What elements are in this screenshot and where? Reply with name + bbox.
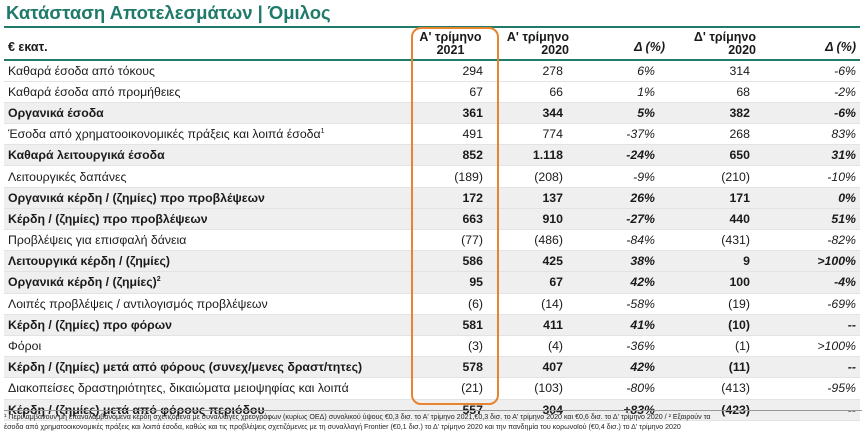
cell-q4-2020 — [669, 335, 764, 356]
cell-q1-2020-text: (208) — [534, 169, 563, 184]
row-label — [4, 251, 404, 272]
cell-q1-2021 — [404, 251, 497, 272]
header-delta-yoy: Δ (%) — [577, 28, 669, 60]
cell-q1-2020-text: 774 — [542, 127, 563, 142]
cell-q1-2021-text: 852 — [462, 148, 483, 163]
cell-delta-yoy — [577, 60, 669, 81]
cell-q1-2020 — [497, 357, 577, 378]
row-label-text: Λειτουργικά κέρδη / (ζημίες) — [8, 254, 171, 269]
cell-q4-2020 — [669, 81, 764, 102]
row-label-text: Κέρδη / (ζημίες) προ φόρων — [8, 317, 173, 332]
cell-q1-2020 — [497, 293, 577, 314]
header-delta-qoq: Δ (%) — [764, 28, 860, 60]
cell-delta-yoy — [577, 187, 669, 208]
cell-delta-yoy — [577, 208, 669, 229]
cell-q1-2020-text: 278 — [542, 63, 563, 78]
cell-q1-2020 — [497, 81, 577, 102]
cell-q4-2020-text: 100 — [729, 275, 750, 290]
cell-q1-2021-text: 67 — [469, 84, 483, 99]
cell-delta-yoy-text: -37% — [626, 127, 655, 142]
cell-q4-2020 — [669, 60, 764, 81]
cell-q1-2020-text: (14) — [541, 296, 563, 311]
cell-delta-yoy — [577, 102, 669, 123]
cell-q1-2021 — [404, 124, 497, 145]
cell-q4-2020 — [669, 251, 764, 272]
cell-q4-2020-text: (11) — [728, 360, 750, 375]
cell-q1-2020-text: 425 — [542, 254, 563, 269]
cell-delta-qoq — [764, 357, 860, 378]
cell-q1-2021 — [404, 357, 497, 378]
cell-q1-2020-text: 344 — [542, 105, 563, 120]
cell-delta-qoq — [764, 314, 860, 335]
cell-delta-qoq-text: -- — [847, 402, 856, 417]
row-label — [4, 124, 404, 145]
cell-delta-qoq-text: 0% — [838, 190, 856, 205]
row-label-text: Λειτουργικές δαπάνες — [8, 169, 127, 184]
cell-delta-yoy — [577, 124, 669, 145]
table-body — [4, 60, 860, 420]
cell-delta-yoy-text: -27% — [626, 211, 655, 226]
cell-q1-2021-text: 586 — [462, 254, 483, 269]
cell-q1-2021 — [404, 60, 497, 81]
cell-q1-2021-text: 557 — [462, 402, 483, 417]
cell-delta-qoq-text: -69% — [827, 296, 856, 311]
cell-delta-yoy — [577, 314, 669, 335]
cell-q1-2021 — [404, 378, 497, 399]
cell-delta-qoq — [764, 251, 860, 272]
cell-q1-2021-text: (3) — [467, 339, 483, 354]
row-label — [4, 378, 404, 399]
cell-delta-yoy-text: +83% — [623, 402, 655, 417]
cell-delta-qoq-text: -6% — [834, 105, 856, 120]
cell-delta-yoy-text: -36% — [626, 339, 655, 354]
cell-q4-2020-text: 382 — [729, 105, 750, 120]
cell-q1-2021-text: 172 — [462, 190, 483, 205]
cell-q1-2021-text: (6) — [467, 296, 483, 311]
row-label-text: Καθαρά λειτουργικά έσοδα — [8, 148, 165, 163]
cell-q1-2020 — [497, 208, 577, 229]
table-row — [4, 124, 860, 145]
row-label — [4, 357, 404, 378]
cell-delta-yoy — [577, 378, 669, 399]
table-row — [4, 208, 860, 229]
table-row — [4, 272, 860, 293]
row-label-text: Οργανικά έσοδα — [8, 105, 104, 120]
cell-delta-qoq — [764, 145, 860, 166]
table-row — [4, 251, 860, 272]
cell-delta-yoy-text: 38% — [630, 254, 655, 269]
cell-delta-yoy — [577, 145, 669, 166]
cell-q4-2020 — [669, 208, 764, 229]
cell-q1-2021 — [404, 187, 497, 208]
table-row — [4, 230, 860, 251]
cell-delta-yoy — [577, 293, 669, 314]
cell-q4-2020-text: 171 — [729, 190, 750, 205]
cell-delta-yoy — [577, 81, 669, 102]
cell-delta-yoy-text: 26% — [630, 190, 655, 205]
row-label — [4, 314, 404, 335]
cell-q1-2020 — [497, 124, 577, 145]
row-label-text: Φόροι — [8, 339, 42, 354]
cell-q1-2020-text: 1.118 — [532, 148, 563, 163]
table-row — [4, 60, 860, 81]
cell-delta-qoq-text: >100% — [817, 339, 856, 354]
row-label-text: Έσοδα από χρηματοοικονομικές πράξεις και λοιπά έσοδα — [8, 127, 321, 142]
cell-q1-2020 — [497, 230, 577, 251]
header-currency-label: € εκατ. — [4, 28, 404, 60]
cell-q1-2021-text: 581 — [462, 317, 483, 332]
cell-delta-yoy-text: -58% — [626, 296, 655, 311]
cell-q1-2021-text: (189) — [454, 169, 483, 184]
cell-delta-yoy-text: 41% — [630, 317, 655, 332]
row-label-text: Διακοπείσες δραστηριότητες, δικαιώματα μειοψηφίας και λοιπά — [8, 381, 349, 396]
cell-delta-yoy-text: -80% — [626, 381, 655, 396]
cell-q1-2020-text: 304 — [542, 402, 563, 417]
cell-delta-yoy-text: 5% — [637, 105, 655, 120]
cell-q1-2021 — [404, 335, 497, 356]
page-title: Κατάσταση Αποτελεσμάτων | Όμιλος — [6, 2, 331, 23]
cell-q4-2020-text: 68 — [736, 84, 750, 99]
table-header-row — [4, 28, 860, 60]
row-label — [4, 102, 404, 123]
cell-q1-2020 — [497, 102, 577, 123]
cell-delta-yoy-text: 6% — [637, 63, 655, 78]
cell-delta-yoy-text: -24% — [626, 148, 655, 163]
table-row — [4, 357, 860, 378]
table-row — [4, 293, 860, 314]
row-label — [4, 81, 404, 102]
table-row — [4, 81, 860, 102]
cell-delta-qoq — [764, 187, 860, 208]
table-row — [4, 102, 860, 123]
income-statement-table — [4, 28, 860, 421]
cell-q4-2020 — [669, 272, 764, 293]
cell-q4-2020-text: 9 — [743, 254, 750, 269]
cell-delta-yoy-text: -84% — [626, 233, 655, 248]
footnote — [4, 410, 862, 434]
cell-q1-2020-text: 411 — [543, 317, 563, 332]
cell-delta-qoq — [764, 124, 860, 145]
cell-delta-qoq — [764, 272, 860, 293]
cell-delta-qoq-text: -6% — [834, 63, 856, 78]
header-q1-2020: Α' τρίμηνο 2020 — [497, 28, 577, 60]
cell-q1-2021-text: 361 — [462, 105, 483, 120]
cell-delta-qoq-text: -- — [847, 360, 856, 375]
cell-q4-2020 — [669, 357, 764, 378]
cell-q1-2020-text: 137 — [542, 190, 563, 205]
cell-q1-2021 — [404, 145, 497, 166]
table-row — [4, 314, 860, 335]
cell-q4-2020-text: (423) — [721, 402, 750, 417]
table-row — [4, 335, 860, 356]
row-label — [4, 230, 404, 251]
cell-q1-2020 — [497, 145, 577, 166]
cell-q4-2020 — [669, 314, 764, 335]
cell-q4-2020-text: 314 — [729, 63, 750, 78]
cell-q1-2020-text: 910 — [542, 211, 563, 226]
cell-delta-qoq-text: -10% — [827, 169, 856, 184]
cell-delta-yoy — [577, 357, 669, 378]
cell-q4-2020 — [669, 293, 764, 314]
cell-delta-qoq — [764, 102, 860, 123]
cell-q1-2021-text: 663 — [462, 211, 483, 226]
cell-q1-2021-text: 578 — [462, 360, 483, 375]
cell-delta-qoq-text: -2% — [834, 84, 856, 99]
footnote-line: ¹ Περιλαμβάνουν μη επαναλαμβανόμενα κέρδη σχετιζόμενα με συναλλαγές χρεογράφων (κυρίως ΟΕΔ) συνολικού ύψους €0,3 δισ. το Α' τρίμηνο 2021,€0,3 δισ. το Α' τρίμηνο 2020 και €0,6 δισ. το Δ' τρίμηνο 2020 / ² Εξαιρούν τα — [4, 413, 711, 421]
cell-q1-2020-text: (103) — [534, 381, 563, 396]
row-label-text: Οργανικά κέρδη / (ζημίες) προ προβλέψεων — [8, 190, 265, 205]
cell-q1-2021 — [404, 293, 497, 314]
row-label — [4, 208, 404, 229]
cell-q1-2021 — [404, 166, 497, 187]
footnote-marker: 2 — [156, 276, 161, 284]
row-label — [4, 272, 404, 293]
cell-q4-2020 — [669, 102, 764, 123]
cell-q1-2020 — [497, 335, 577, 356]
cell-q1-2021 — [404, 314, 497, 335]
table-row — [4, 187, 860, 208]
row-label-text: Λοιπές προβλέψεις / αντιλογισμός προβλέψεων — [8, 296, 268, 311]
cell-q4-2020 — [669, 230, 764, 251]
cell-delta-yoy — [577, 166, 669, 187]
cell-q4-2020-text: (413) — [721, 381, 750, 396]
cell-q1-2021-text: 95 — [469, 275, 483, 290]
cell-q4-2020-text: (210) — [721, 169, 750, 184]
cell-q4-2020-text: (1) — [734, 339, 750, 354]
cell-q1-2020 — [497, 251, 577, 272]
cell-delta-qoq-text: -95% — [827, 381, 856, 396]
footnote-marker: 1 — [320, 128, 325, 136]
cell-q1-2021-text: 491 — [462, 127, 483, 142]
row-label — [4, 335, 404, 356]
cell-delta-yoy — [577, 230, 669, 251]
cell-delta-yoy-text: 42% — [630, 275, 655, 290]
cell-delta-qoq — [764, 230, 860, 251]
cell-q1-2020 — [497, 166, 577, 187]
row-label-text: Προβλέψεις για επισφαλή δάνεια — [8, 233, 187, 248]
cell-delta-yoy-text: -9% — [633, 169, 655, 184]
table-row — [4, 166, 860, 187]
cell-q1-2021-text: (21) — [461, 381, 483, 396]
row-label-text: Κέρδη / (ζημίες) μετά από φόρους περιόδου — [8, 402, 265, 417]
cell-delta-qoq — [764, 60, 860, 81]
table-row — [4, 145, 860, 166]
cell-q4-2020 — [669, 166, 764, 187]
cell-q4-2020-text: 650 — [729, 148, 750, 163]
cell-q1-2020-text: (4) — [547, 339, 563, 354]
cell-delta-qoq-text: >100% — [817, 254, 856, 269]
row-label — [4, 145, 404, 166]
cell-q4-2020-text: (431) — [721, 233, 750, 248]
cell-delta-yoy — [577, 335, 669, 356]
cell-q1-2021 — [404, 102, 497, 123]
cell-q1-2020 — [497, 60, 577, 81]
row-label-text: Κέρδη / (ζημίες) μετά από φόρους (συνεχ/μενες δραστ/τητες) — [8, 360, 363, 375]
cell-delta-yoy-text: 42% — [630, 360, 655, 375]
cell-q1-2020-text: 66 — [549, 84, 563, 99]
cell-delta-qoq — [764, 208, 860, 229]
cell-q4-2020-text: (19) — [728, 296, 750, 311]
header-q1-2021: Α' τρίμηνο 2021 — [404, 28, 497, 60]
cell-q4-2020 — [669, 145, 764, 166]
cell-delta-qoq — [764, 166, 860, 187]
row-label-text: Οργανικά κέρδη / (ζημίες) — [8, 275, 157, 290]
cell-q4-2020 — [669, 124, 764, 145]
cell-delta-qoq — [764, 378, 860, 399]
cell-q4-2020-text: (10) — [728, 317, 750, 332]
cell-delta-yoy — [577, 251, 669, 272]
row-label — [4, 166, 404, 187]
cell-q1-2021-text: 294 — [462, 63, 483, 78]
row-label — [4, 187, 404, 208]
cell-delta-qoq — [764, 293, 860, 314]
row-label — [4, 293, 404, 314]
cell-delta-qoq-text: 51% — [831, 211, 856, 226]
cell-q1-2021 — [404, 230, 497, 251]
cell-q1-2021 — [404, 208, 497, 229]
cell-delta-qoq-text: 83% — [831, 127, 856, 142]
cell-q1-2020 — [497, 314, 577, 335]
cell-q4-2020-text: 440 — [729, 211, 750, 226]
cell-q4-2020-text: 268 — [729, 127, 750, 142]
cell-q1-2020-text: 67 — [549, 275, 563, 290]
footnote-line: έσοδα από χρηματοοικονομικές πράξεις και λοιπά έσοδα, καθώς και τις προβλέψεις σχετιζόμενες με τη συναλλαγή Frontier (€0,1 δισ.) το Δ' τρίμηνο 2020 και την πανδημία του κορωνοϊού (€0,4 δισ.) το Δ' τρίμηνο 2020 — [4, 423, 681, 431]
cell-delta-qoq-text: -82% — [827, 233, 856, 248]
cell-delta-yoy-text: 1% — [637, 84, 655, 99]
cell-delta-yoy — [577, 272, 669, 293]
cell-delta-qoq — [764, 81, 860, 102]
cell-delta-qoq-text: -- — [847, 317, 856, 332]
header-q4-2020: Δ' τρίμηνο 2020 — [669, 28, 764, 60]
cell-q1-2021-text: (77) — [461, 233, 483, 248]
row-label-text: Καθαρά έσοδα από προμήθειες — [8, 84, 181, 99]
cell-q4-2020 — [669, 378, 764, 399]
table-row — [4, 378, 860, 399]
cell-q1-2020 — [497, 378, 577, 399]
row-label-text: Καθαρά έσοδα από τόκους — [8, 63, 155, 78]
cell-q1-2020-text: 407 — [542, 360, 563, 375]
cell-q1-2021 — [404, 81, 497, 102]
cell-delta-qoq-text: -4% — [834, 275, 856, 290]
cell-q1-2020 — [497, 187, 577, 208]
cell-q4-2020 — [669, 187, 764, 208]
cell-q1-2021 — [404, 272, 497, 293]
row-label — [4, 60, 404, 81]
row-label-text: Κέρδη / (ζημίες) προ προβλέψεων — [8, 211, 208, 226]
cell-q1-2020-text: (486) — [534, 233, 563, 248]
cell-q1-2020 — [497, 272, 577, 293]
cell-delta-qoq — [764, 335, 860, 356]
cell-delta-qoq-text: 31% — [831, 148, 856, 163]
